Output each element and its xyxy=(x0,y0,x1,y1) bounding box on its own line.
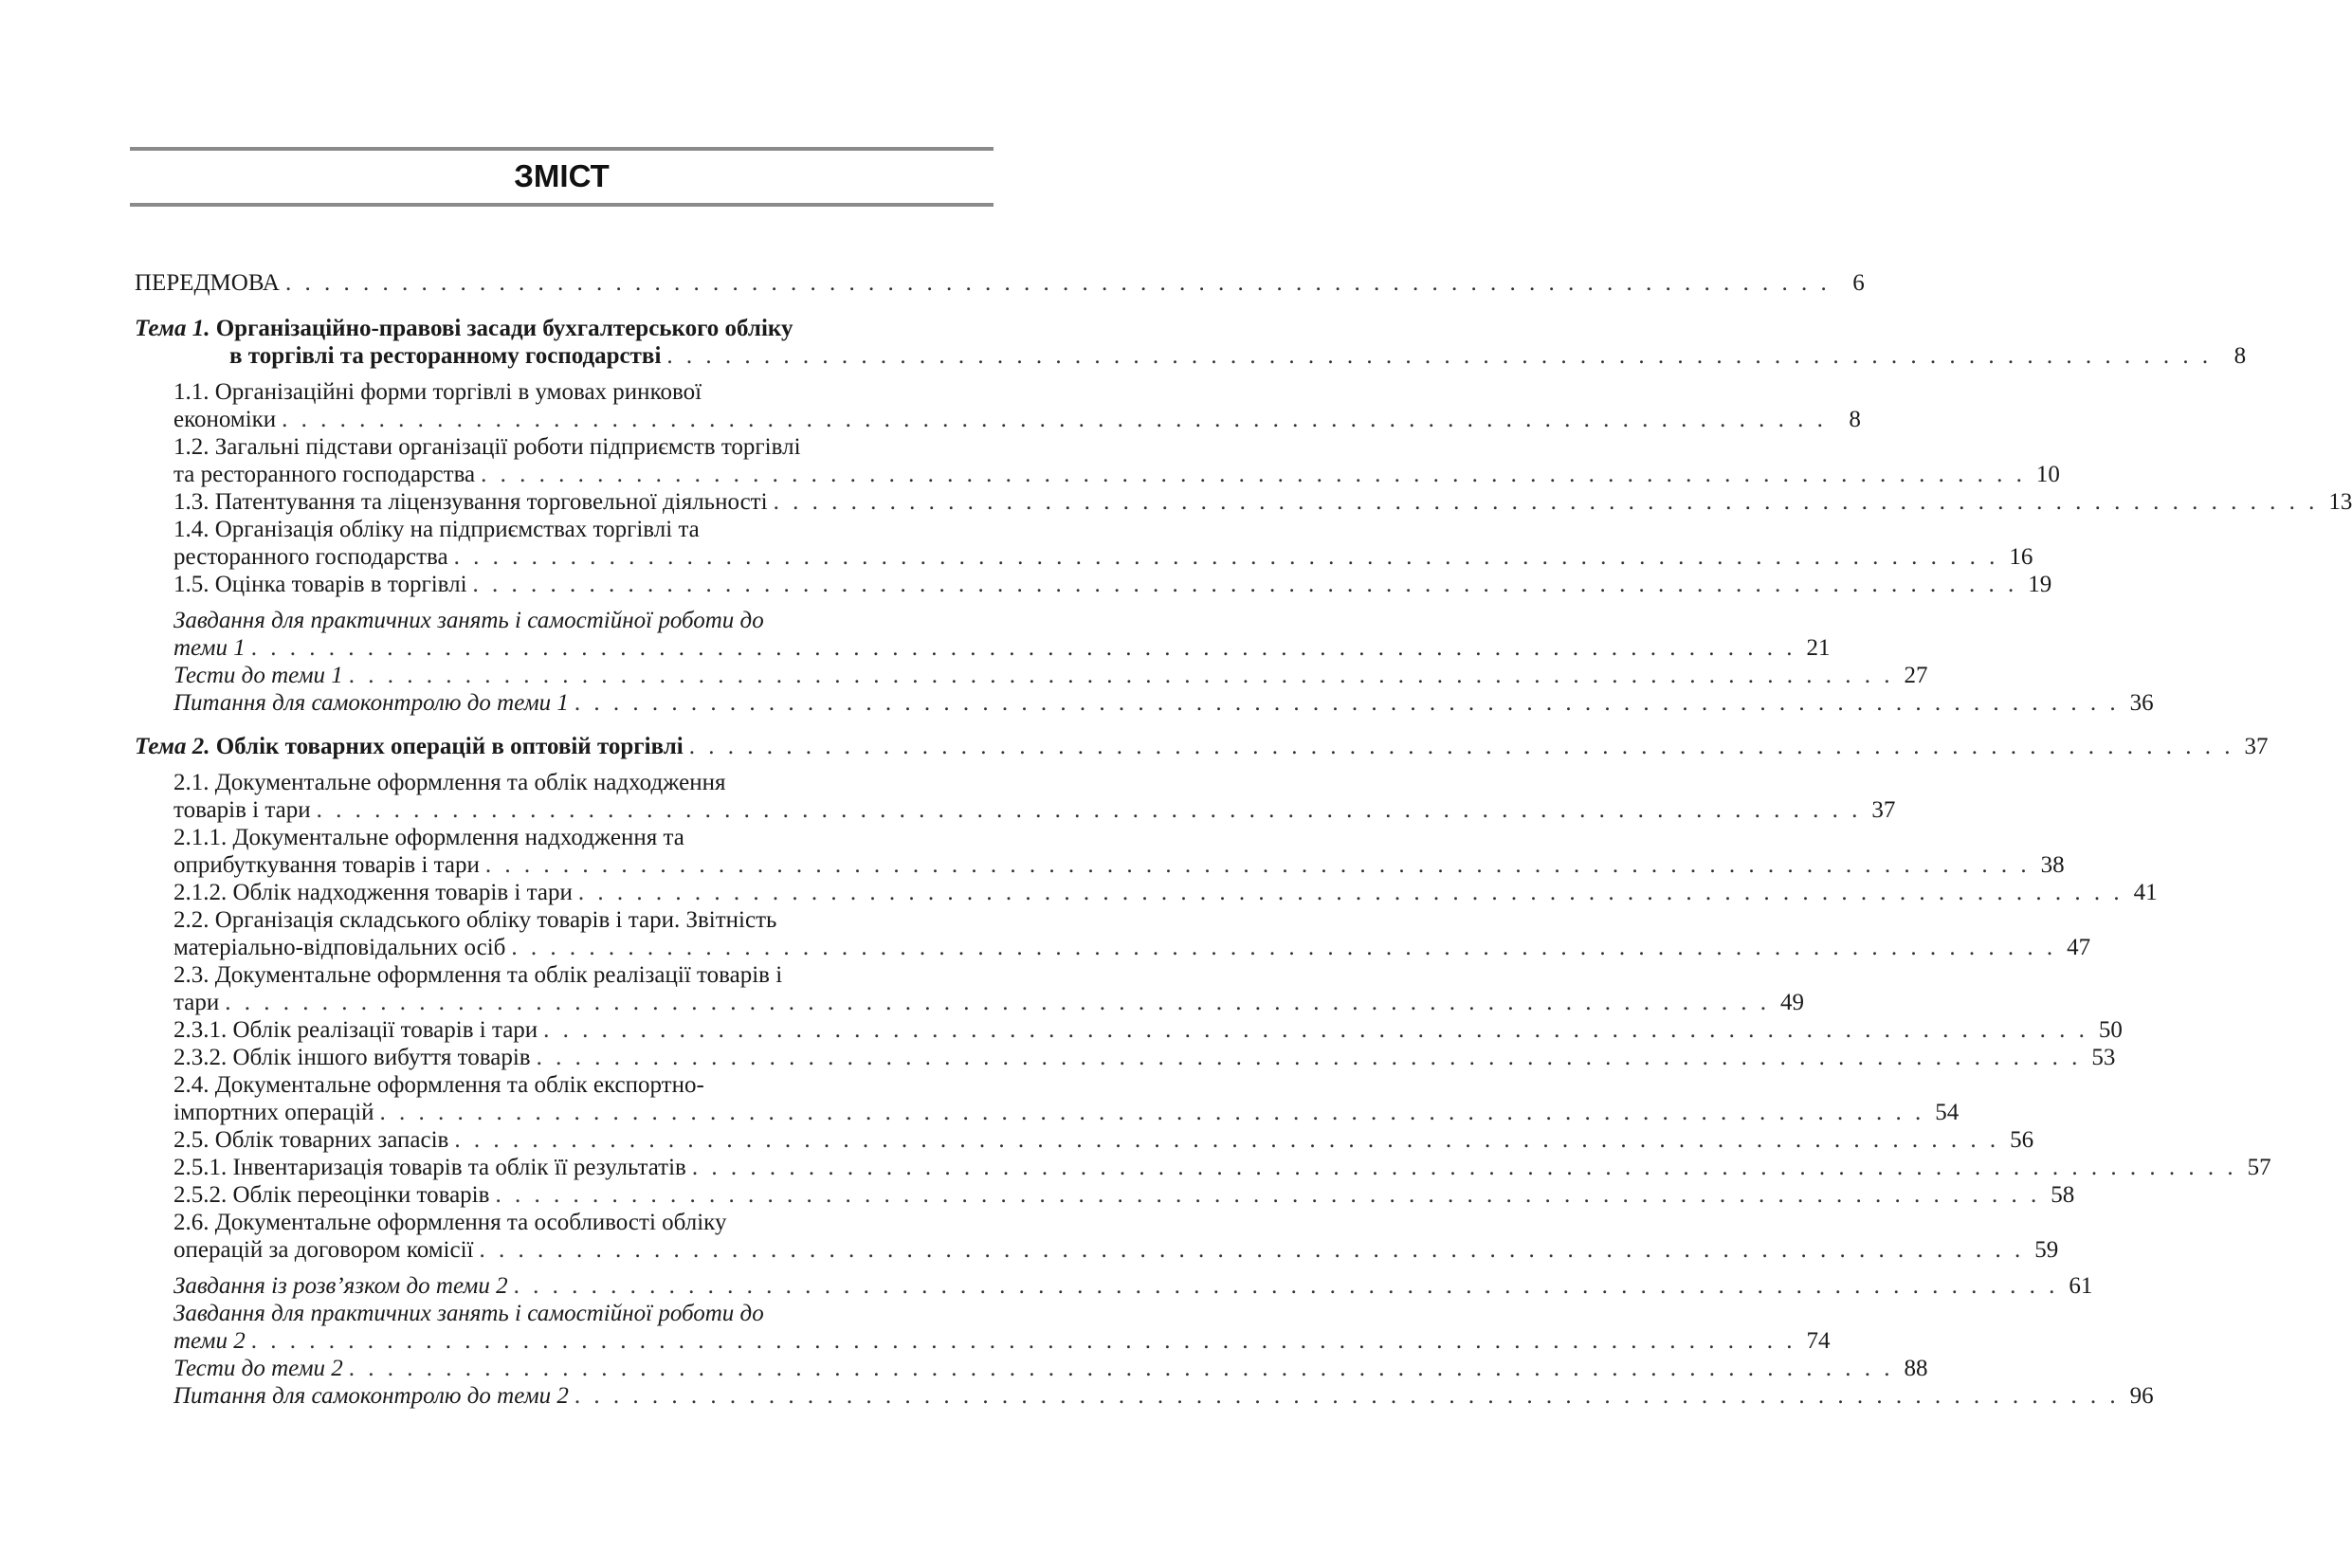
toc-topic-label: Тема 1. xyxy=(135,316,210,341)
toc-entry-text: 2.1.2. Облік надходження товарів і тари xyxy=(173,880,573,905)
toc-leader-dots: . . . . . . . . . . . . . . . . . . . . . . . . . . . . . . . . . . . . . . . . . . . . . . . . . . . . . . . . . . . . . . . . . . . . . . . . . . . . . . . . xyxy=(688,734,2234,759)
toc-leader-dots: . . . . . . . . . . . . . . . . . . . . . . . . . . . . . . . . . . . . . . . . . . . . . . . . . . . . . . . . . . . . . . . . . . . . . . . . . . . . . . . . xyxy=(348,1356,1894,1381)
toc-entry xyxy=(173,796,1896,824)
toc-entry xyxy=(173,961,989,989)
toc-entry-text: ресторанного господарства xyxy=(173,544,448,570)
toc-entry xyxy=(173,1272,2093,1300)
toc-entry-text: 2.5.1. Інвентаризація товарів та облік її результатів xyxy=(173,1155,686,1180)
toc-page-number: 10 xyxy=(2035,462,2060,487)
toc-entry-text: матеріально-відповідальних осіб xyxy=(173,935,506,960)
toc-entry xyxy=(173,461,2060,488)
toc-entry xyxy=(173,1355,1928,1382)
toc-leader-dots: . . . . . . . . . . . . . . . . . . . . . . . . . . . . . . . . . . . . . . . . . . . . . . . . . . . . . . . . . . . . . . . . . . . . . . . . . . . . . . . . xyxy=(379,1100,1925,1125)
toc-leader-dots: . . . . . . . . . . . . . . . . . . . . . . . . . . . . . . . . . . . . . . . . . . . . . . . . . . . . . . . . . . . . . . . . . . . . . . . . . . . . . . . . xyxy=(691,1155,2237,1180)
toc-entry xyxy=(173,634,1831,662)
toc-page-number: 47 xyxy=(2067,935,2091,960)
toc-leader-dots: . . . . . . . . . . . . . . . . . . . . . . . . . . . . . . . . . . . . . . . . . . . . . . . . . . . . . . . . . . . . . . . . . . . . . . . . . . . . . . . . xyxy=(316,797,1862,823)
toc-leader-dots: . . . . . . . . . . . . . . . . . . . . . . . . . . . . . . . . . . . . . . . . . . . . . . . . . . . . . . . . . . . . . . . . . . . . . . . . . . . . . . . . xyxy=(484,852,2031,878)
toc-entry-text xyxy=(135,315,793,342)
toc-page-number: 8 xyxy=(2233,343,2247,369)
toc-entry xyxy=(173,1016,2123,1044)
toc-leader-dots: . . . . . . . . . . . . . . . . . . . . . . . . . . . . . . . . . . . . . . . . . . . . . . . . . . . . . . . . . . . . . . . . . . . . . . . . . . . . . . . . xyxy=(250,1328,1796,1354)
toc-entry xyxy=(173,1209,989,1236)
toc-page-number: 21 xyxy=(1806,635,1831,661)
toc-entry xyxy=(173,989,1804,1016)
toc-entry xyxy=(173,571,2052,598)
toc-entry-text: 2.3. Документальне оформлення та облік реалізації товарів і xyxy=(173,962,783,988)
toc-entry xyxy=(173,543,2033,571)
toc-entry-text: 1.4. Організація обліку на підприємствах торгівлі та xyxy=(173,517,700,542)
toc-entry xyxy=(173,879,2158,906)
toc-entry xyxy=(173,851,2065,879)
toc-leader-dots: . . . . . . . . . . . . . . . . . . . . . . . . . . . . . . . . . . . . . . . . . . . . . . . . . . . . . . . . . . . . . . . . . . . . . . . . . . . . . . . . xyxy=(453,544,1999,570)
toc-entry-text: Завдання із розв’язком до теми 2 xyxy=(173,1273,508,1299)
toc-leader-dots: . . . . . . . . . . . . . . . . . . . . . . . . . . . . . . . . . . . . . . . . . . . . . . . . . . . . . . . . . . . . . . . . . . . . . . . . . . . . . . . . xyxy=(536,1045,2082,1070)
toc-entry xyxy=(173,1044,2116,1071)
toc-page-number: 74 xyxy=(1806,1328,1831,1354)
toc-page-number: 37 xyxy=(1871,797,1896,823)
toc-page-number: 57 xyxy=(2247,1155,2271,1180)
toc-page-number: 13 xyxy=(2328,489,2352,515)
toc-leader-dots: . . . . . . . . . . . . . . . . . . . . . . . . . . . . . . . . . . . . . . . . . . . . . . . . . . . . . . . . . . . . . . . . . . . . . . . . . . . . . . . . xyxy=(574,690,2120,716)
toc-entry-text: тари xyxy=(173,990,220,1015)
toc-page-number: 61 xyxy=(2069,1273,2093,1299)
toc-leader-dots: . . . . . . . . . . . . . . . . . . . . . . . . . . . . . . . . . . . . . . . . . . . . . . . . . . . . . . . . . . . . . . . . . . . . . . . . . . . . . . . . xyxy=(773,489,2319,515)
toc-entry-text: 2.5. Облік товарних запасів xyxy=(173,1127,449,1153)
toc-entry-text: 1.3. Патентування та ліцензування торговельної діяльності xyxy=(173,489,768,515)
toc-entry xyxy=(173,1071,989,1099)
toc-page-number: 6 xyxy=(1852,270,1865,296)
toc-entry xyxy=(173,1099,1960,1126)
toc-entry-text: 1.2. Загальні підстави організації роботи підприємств торгівлі xyxy=(173,434,801,460)
toc-leader-dots: . . . . . . . . . . . . . . . . . . . . . . . . . . . . . . . . . . . . . . . . . . . . . . . . . . . . . . . . . . . . . . . . . . . . . . . . . . . . . . . . xyxy=(225,990,1770,1015)
toc-page-number: 88 xyxy=(1904,1356,1928,1381)
toc-entry-text xyxy=(135,733,684,760)
toc-topic-label: Тема 2. xyxy=(135,734,210,759)
toc-entry xyxy=(173,488,2352,516)
toc-leader-dots: . . . . . . . . . . . . . . . . . . . . . . . . . . . . . . . . . . . . . . . . . . . . . . . . . . . . . . . . . . . . . . . . . . . . . . . . . . . . . . . . xyxy=(666,343,2213,369)
toc-entry-text: Завдання для практичних занять і самостійної роботи до xyxy=(173,1301,764,1326)
toc-leader-dots: . . . . . . . . . . . . . . . . . . . . . . . . . . . . . . . . . . . . . . . . . . . . . . . . . . . . . . . . . . . . . . . . . . . . . . . . . . . . . . . . xyxy=(513,1273,2059,1299)
toc-entry-text: Завдання для практичних занять і самостійної роботи до xyxy=(173,608,764,633)
toc-entry xyxy=(173,1382,2154,1410)
toc-page-number: 38 xyxy=(2040,852,2065,878)
toc-entry xyxy=(135,733,2269,760)
toc-page-number: 37 xyxy=(2244,734,2269,759)
toc-page-number: 53 xyxy=(2091,1045,2116,1070)
toc-entry-text: Питання для самоконтролю до теми 2 xyxy=(173,1383,569,1409)
toc-entry xyxy=(173,1300,989,1327)
toc-page-number: 58 xyxy=(2051,1182,2075,1208)
toc-page-number: 19 xyxy=(2028,572,2052,597)
toc-entry-text: Тести до теми 1 xyxy=(173,663,343,688)
toc-topic-title: Облік товарних операцій в оптовій торгівлі xyxy=(215,734,684,759)
toc-entry-text: товарів і тари xyxy=(173,797,311,823)
toc-entry-text: 2.2. Організація складського обліку товарів і тари. Звітність xyxy=(173,907,777,933)
toc-entry-text: операцій за договором комісії xyxy=(173,1237,474,1263)
toc-entry-text: в торгівлі та ресторанному господарстві xyxy=(229,343,662,369)
toc-leader-dots: . . . . . . . . . . . . . . . . . . . . . . . . . . . . . . . . . . . . . . . . . . . . . . . . . . . . . . . . . . . . . . . . . . . . . . . . . . . . . . . . xyxy=(479,1237,2025,1263)
toc-entry-text: 2.6. Документальне оформлення та особливості обліку xyxy=(173,1210,727,1235)
toc-page-number: 96 xyxy=(2129,1383,2154,1409)
toc-page-number: 50 xyxy=(2098,1017,2123,1043)
toc-entry xyxy=(173,378,989,406)
toc-leader-dots: . . . . . . . . . . . . . . . . . . . . . . . . . . . . . . . . . . . . . . . . . . . . . . . . . . . . . . . . . . . . . . . . . . . . . . . . . . . . . . . . xyxy=(495,1182,2041,1208)
toc-leader-dots: . . . . . . . . . . . . . . . . . . . . . . . . . . . . . . . . . . . . . . . . . . . . . . . . . . . . . . . . . . . . . . . . . . . . . . . . . . . . . . . . xyxy=(454,1127,2000,1153)
toc-page-number: 41 xyxy=(2133,880,2158,905)
toc-entry-text: 2.1.1. Документальне оформлення надходження та xyxy=(173,825,684,850)
toc-entry-text: 2.3.1. Облік реалізації товарів і тари xyxy=(173,1017,538,1043)
toc-leader-dots: . . . . . . . . . . . . . . . . . . . . . . . . . . . . . . . . . . . . . . . . . . . . . . . . . . . . . . . . . . . . . . . . . . . . . . . . . . . . . . . . xyxy=(282,407,1827,432)
toc-entry-text: імпортних операцій xyxy=(173,1100,374,1125)
toc-entry xyxy=(173,1154,2271,1181)
toc-entry xyxy=(173,906,989,934)
toc-leader-dots: . . . . . . . . . . . . . . . . . . . . . . . . . . . . . . . . . . . . . . . . . . . . . . . . . . . . . . . . . . . . . . . . . . . . . . . . . . . . . . . . xyxy=(472,572,2018,597)
toc-entry-text: Питання для самоконтролю до теми 1 xyxy=(173,690,569,716)
toc-entry-text: економіки xyxy=(173,407,277,432)
toc-page-number: 36 xyxy=(2129,690,2154,716)
toc-page-number: 56 xyxy=(2010,1127,2034,1153)
toc-entry xyxy=(173,1126,2034,1154)
toc-entry xyxy=(173,824,989,851)
toc-leader-dots: . . . . . . . . . . . . . . . . . . . . . . . . . . . . . . . . . . . . . . . . . . . . . . . . . . . . . . . . . . . . . . . . . . . . . . . . . . . . . . . . xyxy=(481,462,2026,487)
toc-entry-text: ПЕРЕДМОВА xyxy=(135,270,280,296)
toc-entry-text: 1.5. Оцінка товарів в торгівлі xyxy=(173,572,467,597)
toc-entry-text: теми 1 xyxy=(173,635,246,661)
toc-leader-dots: . . . . . . . . . . . . . . . . . . . . . . . . . . . . . . . . . . . . . . . . . . . . . . . . . . . . . . . . . . . . . . . . . . . . . . . . . . . . . . . . xyxy=(577,880,2124,905)
toc-page-number: 54 xyxy=(1935,1100,1960,1125)
toc-leader-dots: . . . . . . . . . . . . . . . . . . . . . . . . . . . . . . . . . . . . . . . . . . . . . . . . . . . . . . . . . . . . . . . . . . . . . . . . . . . . . . . . xyxy=(348,663,1894,688)
toc-entry xyxy=(135,315,989,342)
toc-entry xyxy=(173,689,2154,717)
toc-entry-text: теми 2 xyxy=(173,1328,246,1354)
toc-entry-text: 1.1. Організаційні форми торгівлі в умовах ринкової xyxy=(173,379,702,405)
toc-page-number: 59 xyxy=(2034,1237,2059,1263)
toc-entry xyxy=(135,269,1865,297)
toc-entry-text: 2.3.2. Облік іншого вибуття товарів xyxy=(173,1045,531,1070)
toc-leader-dots: . . . . . . . . . . . . . . . . . . . . . . . . . . . . . . . . . . . . . . . . . . . . . . . . . . . . . . . . . . . . . . . . . . . . . . . . . . . . . . . . xyxy=(574,1383,2120,1409)
toc-page-number: 49 xyxy=(1779,990,1804,1015)
toc-leader-dots: . . . . . . . . . . . . . . . . . . . . . . . . . . . . . . . . . . . . . . . . . . . . . . . . . . . . . . . . . . . . . . . . . . . . . . . . . . . . . . . . xyxy=(543,1017,2088,1043)
toc-entry xyxy=(173,1181,2075,1209)
toc-entry xyxy=(173,1236,2059,1264)
toc-entry-text: 2.4. Документальне оформлення та облік експортно- xyxy=(173,1072,704,1098)
toc-leader-dots: . . . . . . . . . . . . . . . . . . . . . . . . . . . . . . . . . . . . . . . . . . . . . . . . . . . . . . . . . . . . . . . . . . . . . . . . . . . . . . . . xyxy=(511,935,2057,960)
toc-entry xyxy=(173,769,989,796)
toc-entry xyxy=(173,406,1861,433)
toc-entry xyxy=(229,342,2247,370)
toc-leader-dots: . . . . . . . . . . . . . . . . . . . . . . . . . . . . . . . . . . . . . . . . . . . . . . . . . . . . . . . . . . . . . . . . . . . . . . . . . . . . . . . . xyxy=(250,635,1796,661)
toc-entry xyxy=(173,607,989,634)
toc-entry-text: та ресторанного господарства xyxy=(173,462,476,487)
toc-leader-dots: . . . . . . . . . . . . . . . . . . . . . . . . . . . . . . . . . . . . . . . . . . . . . . . . . . . . . . . . . . . . . . . . . . . . . . . . . . . . . . . . xyxy=(285,270,1831,296)
toc-page-number: 27 xyxy=(1904,663,1928,688)
toc-entry-text: оприбуткування товарів і тари xyxy=(173,852,480,878)
toc-entry xyxy=(173,662,1928,689)
toc-entry-text: 2.1. Документальне оформлення та облік надходження xyxy=(173,770,726,795)
toc-entry-text: 2.5.2. Облік переоцінки товарів xyxy=(173,1182,490,1208)
toc-entry xyxy=(173,433,989,461)
toc-page-number: 8 xyxy=(1849,407,1861,432)
toc-entry xyxy=(173,1327,1831,1355)
page-title: ЗМІСТ xyxy=(514,158,610,193)
toc-entry-text: Тести до теми 2 xyxy=(173,1356,343,1381)
toc-page-number: 16 xyxy=(2009,544,2033,570)
toc-topic-title: Організаційно-правові засади бухгалтерського обліку xyxy=(215,316,793,341)
toc-entry xyxy=(173,516,989,543)
toc-entry xyxy=(173,934,2091,961)
